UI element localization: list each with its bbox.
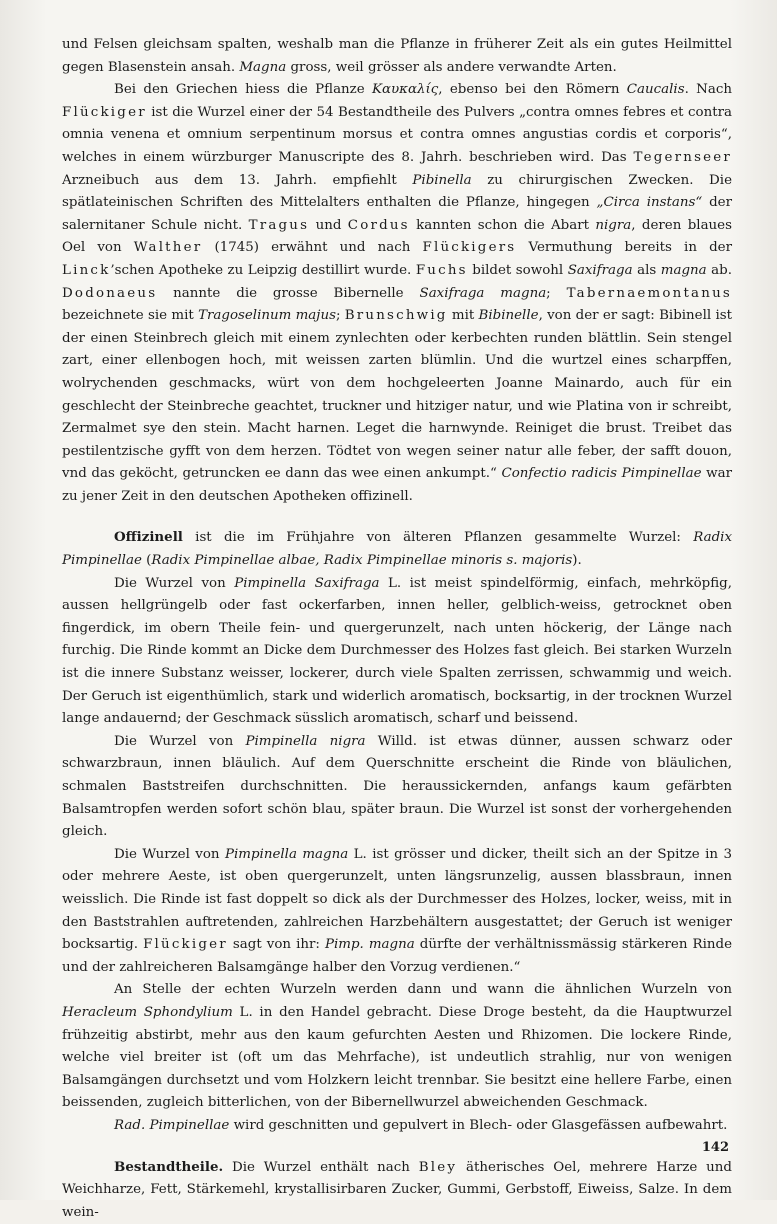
text-run: war zu jener Zeit in den deutschen Apotheken offizinell. [62, 466, 732, 504]
spaced-name: Walther [134, 240, 203, 255]
paragraph-history-end [62, 34, 732, 79]
text-run: L. ist meist spindelförmig, einfach, mehrköpfig, aussen hellgrüngelb oder fast ockerfarben, innen heller, gelblich-weiss, getrocknet oben fingerdick, im obern Theile fein- und quergerunzelt, nach unten höckerig, der Länge nach furchig. Die Rinde kommt an Dicke dem Durchmesser des Holzes fast gleich. Bei starken Wurzeln ist die innere Substanz weisser, lockerer, durch viele Spalten zerrissen, schwammig und weich. Der Geruch ist eigenthümlich, stark und widerlich aromatisch, bocksartig, in der trocknen Wurzel lange andauernd; der Geschmack süsslich aromatisch, scharf und beissend. [62, 576, 732, 727]
text-run: Die Wurzel enthält nach [223, 1160, 419, 1175]
paragraph-magna-root [62, 844, 732, 980]
text-run: ’schen Apotheke zu Leipzig destillirt wurde. [110, 263, 415, 278]
text-run: Die Wurzel von [114, 576, 234, 591]
text-run: nannte die grosse Bibernelle [157, 286, 419, 301]
italic-term: Radix Pimpinellae [62, 530, 732, 568]
spaced-name: Tragus [249, 218, 310, 233]
text-run: wird geschnitten und gepulvert in Blech- oder Glasgefässen aufbewahrt. [229, 1118, 727, 1133]
italic-term: Saxifraga magna [420, 286, 547, 301]
italic-term: Confectio radicis Pimpinellae [501, 466, 701, 481]
italic-term: Pibinella [412, 173, 471, 188]
spaced-name: Flückigers [423, 240, 517, 255]
text-run: , deren blaues Oel von [62, 218, 732, 256]
text-run: Die Wurzel von [114, 847, 225, 862]
italic-term: Tragoselinum majus [198, 308, 336, 323]
paragraph-history [62, 79, 732, 508]
text-run: dürfte der verhältnissmässig stärkeren Rinde und der zahlreicheren Balsamgänge halber den Vorzug verdienen.“ [62, 937, 732, 975]
text-run: L. in den Handel gebracht. Diese Droge besteht, da die Hauptwurzel frühzeitig abstirbt, mehr aus den kaum gefurchten Aesten und Rhizomen. Die lockere Rinde, welche viel breiter ist (oft um das Mehrfache), ist undeutlich strahlig, nur von wenigen Balsamgängen durchsetzt und vom Holzkern leicht trennbar. Sie besitzt eine hellere Farbe, einen beissenden, zugleich bitterlichen, von der Bibernellwurzel abweichenden Geschmack. [62, 1005, 732, 1110]
italic-term: „Circa instans“ [597, 195, 703, 210]
text-run: (1745) erwähnt und nach [202, 240, 422, 255]
spaced-name: Flückiger [143, 937, 228, 952]
text-run: ( [142, 553, 151, 568]
text-run: gross, weil grösser als andere verwandte Arten. [286, 60, 617, 75]
text-run: und [309, 218, 348, 233]
paragraph-bestandtheile [62, 1156, 732, 1224]
spaced-name: Fuchs [416, 263, 468, 278]
bold-heading: Bestandtheile. [114, 1159, 223, 1175]
italic-term: Pimpinella Saxifraga [234, 576, 379, 591]
paragraph-substitutes [62, 979, 732, 1115]
italic-term: Caucalis [627, 82, 685, 97]
italic-term: Bibinelle [479, 308, 539, 323]
italic-term: Pimpinella magna [225, 847, 348, 862]
spaced-name: Bley [419, 1160, 457, 1175]
spaced-name: Tegernseer [634, 150, 732, 165]
italic-term: Pimpinella nigra [245, 734, 365, 749]
text-run: bildet sowohl [468, 263, 568, 278]
spaced-name: Dodonaeus [62, 286, 157, 301]
paragraph-storage [62, 1115, 732, 1138]
text-run: ist die Wurzel einer der 54 Bestandtheile des Pulvers „contra omnes febres et contra omnia venena et omnium serpentinum morsus et contra omnes angustias cordis et corporis“, welches in einem würzburger Manuscripte des 8. Jahrh. beschrieben wird. Das [62, 105, 732, 165]
text-run: zu chirurgischen Zwecken. Die spätlateinischen Schriften des Mittelalters enthalten die Pflanze, hingegen [62, 173, 732, 211]
italic-term: Saxifraga [568, 263, 633, 278]
italic-term: Magna [239, 60, 286, 75]
text-run: bezeichnete sie mit [62, 308, 198, 323]
text-run: , ebenso bei den Römern [438, 82, 627, 97]
italic-term: Radix Pimpinellae albae, Radix Pimpinellae minoris s. majoris [151, 553, 572, 568]
text-run: kannten schon die Abart [410, 218, 596, 233]
paragraph-saxifraga-root [62, 573, 732, 731]
italic-term: Heracleum Sphondylium [62, 1005, 233, 1020]
spaced-name: Flückiger [62, 105, 147, 120]
text-run: ; [546, 286, 566, 301]
text-run: L. ist grösser und dicker, theilt sich an der Spitze in 3 oder mehrere Aeste, ist oben quergerunzelt, unten längsrunzelig, aussen blassbraun, innen weisslich. Die Rinde ist fast doppelt so dick als der Durchmesser des Holzes, locker, weiss, mit in den Baststrahlen auftretenden, zahlreichen Harzbehältern ausgestattet; der Geruch ist weniger bocksartig. [62, 847, 732, 952]
text-run: ). [572, 553, 581, 568]
italic-term: Pimp. magna [325, 937, 415, 952]
italic-term: Καυκαλίς [372, 82, 438, 97]
text-run: ist die im Frühjahre von älteren Pflanzen gesammelte Wurzel: [183, 530, 693, 545]
text-run: Arzneibuch aus dem 13. Jahrh. empfiehlt [62, 173, 412, 188]
italic-term: Rad. Pimpinellae [114, 1118, 229, 1133]
text-run: Die Wurzel von [114, 734, 245, 749]
spaced-name: Linck [62, 263, 110, 278]
italic-term: nigra [595, 218, 631, 233]
text-run: sagt von ihr: [228, 937, 325, 952]
text-run: , von der er sagt: Bibinell ist der einen Steinbrech gleich mit einem zynlechten oder kerbechten runden blättlin. Sein stengel zart, einer ellenbogen hoch, mit weissen zarten blümlin. Und die wurtzel eines scharpffen, wolrychenden geschmacks, würt von dem hochgeleerten Joanne Mainardo, auch für ein geschlecht der Steinbreche geachtet, truckner und hitziger natur, und wie Platina von ir schreibt, Zermalmet sye den stein. Macht harnen. Leget die harnwynde. Reiniget die brust. Treibet das pestilentzische gyfft von dem herzen. Tödtet von wegen seiner natur alle feber, der safft douon, vnd das geköcht, getruncken ee dann das wee einen ankumpt.“ [62, 308, 732, 481]
spaced-name: Cordus [348, 218, 410, 233]
text-run: ab. [707, 263, 732, 278]
text-run: An Stelle der echten Wurzeln werden dann und wann die ähnlichen Wurzeln von [114, 982, 732, 997]
text-run: Willd. ist etwas dünner, aussen schwarz oder schwarzbraun, innen bläulich. Auf dem Querschnitte erscheint die Rinde von bläulichen, schmalen Baststreifen durchschnitten. Die heraussickernden, anfangs kaum gefärbten Balsamtropfen werden sofort schön blau, später braun. Die Wurzel ist sonst der vorhergehenden gleich. [62, 734, 732, 839]
text-run: ätherisches Oel, mehrere Harze und Weichharze, Fett, Stärkemehl, krystallisirbaren Zucker, Gummi, Gerbstoff, Eiweiss, Salze. In dem wein- [62, 1160, 732, 1220]
italic-term: magna [661, 263, 707, 278]
text-run: und Felsen gleichsam spalten, weshalb man die Pflanze in früherer Zeit als ein gutes Heilmittel gegen Blasenstein ansah. [62, 37, 732, 75]
paragraph-nigra-root [62, 731, 732, 844]
spaced-name: Brunschwig [345, 308, 448, 323]
text-run: der salernitaner Schule nicht. [62, 195, 732, 233]
text-run: Vermuthung bereits in der [516, 240, 732, 255]
body-text [62, 34, 732, 1224]
text-run: ; [336, 308, 345, 323]
text-run: . Nach [685, 82, 732, 97]
text-run: mit [448, 308, 479, 323]
page-number: 142 [702, 1140, 729, 1155]
bold-heading: Offizinell [114, 529, 183, 545]
text-run: als [633, 263, 661, 278]
spaced-name: Tabernaemontanus [567, 286, 732, 301]
paragraph-offizinell [62, 526, 732, 572]
text-run: Bei den Griechen hiess die Pflanze [114, 82, 372, 97]
